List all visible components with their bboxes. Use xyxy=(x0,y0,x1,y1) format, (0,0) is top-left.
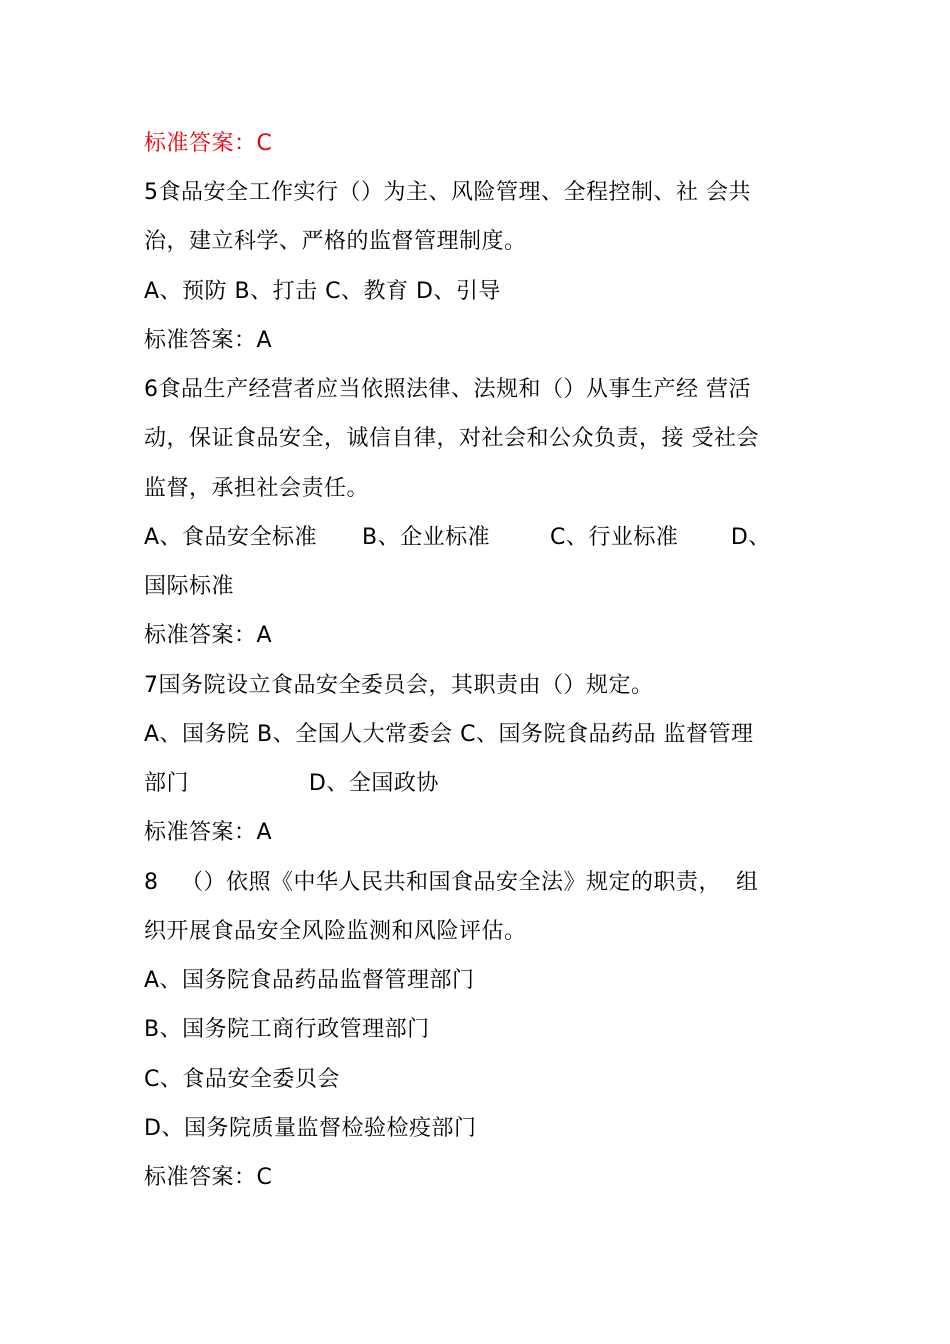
question-5-line-1: 5食品安全工作实行（）为主、风险管理、全程控制、社 会共 xyxy=(144,180,751,205)
answer-line-q5: 标准答案：A xyxy=(144,328,273,353)
answer-line-q4: 标准答案：C xyxy=(144,131,273,156)
question-8-option-c: C、食品安全委贝会 xyxy=(144,1067,340,1092)
question-8-option-d: D、国务院质量监督检验检疫部门 xyxy=(144,1116,477,1141)
question-8-line-1: 8 （）依照《中华人民共和国食品安全法》规定的职责， 组 xyxy=(144,870,759,895)
question-6-options-line-1: A、食品安全标准 B、企业标准 C、行业标准 D、 xyxy=(144,525,771,550)
question-6-options-line-2: 国际标准 xyxy=(144,574,235,599)
question-5-line-2: 治，建立科学、严格的监督管理制度。 xyxy=(144,229,527,254)
question-8-option-a: A、国务院食品药品监督管理部门 xyxy=(144,968,475,993)
question-7-options-line-2: 部门 D、全国政协 xyxy=(144,771,439,796)
question-5-options: A、预防 B、打击 C、教育 D、引导 xyxy=(144,279,501,304)
question-6-line-1: 6食品生产经营者应当依照法律、法规和（）从事生产经 营活 xyxy=(144,377,751,402)
question-6-line-2: 动，保证食品安全，诚信自律，对社会和公众负责，接 受社会 xyxy=(144,426,759,451)
answer-line-q7: 标准答案：A xyxy=(144,820,273,845)
question-8-option-b: B、国务院工商行政管理部门 xyxy=(144,1017,430,1042)
answer-line-q6: 标准答案：A xyxy=(144,623,273,648)
question-7-line-1: 7国务院设立食品安全委员会，其职责由（）规定。 xyxy=(144,673,654,698)
question-7-options-line-1: A、国务院 B、全国人大常委会 C、国务院食品药品 监督管理 xyxy=(144,722,754,747)
question-8-line-2: 织开展食品安全风险监测和风险评估。 xyxy=(144,919,527,944)
question-6-line-3: 监督，承担社会责任。 xyxy=(144,476,370,501)
answer-line-q8: 标准答案：C xyxy=(144,1165,273,1190)
